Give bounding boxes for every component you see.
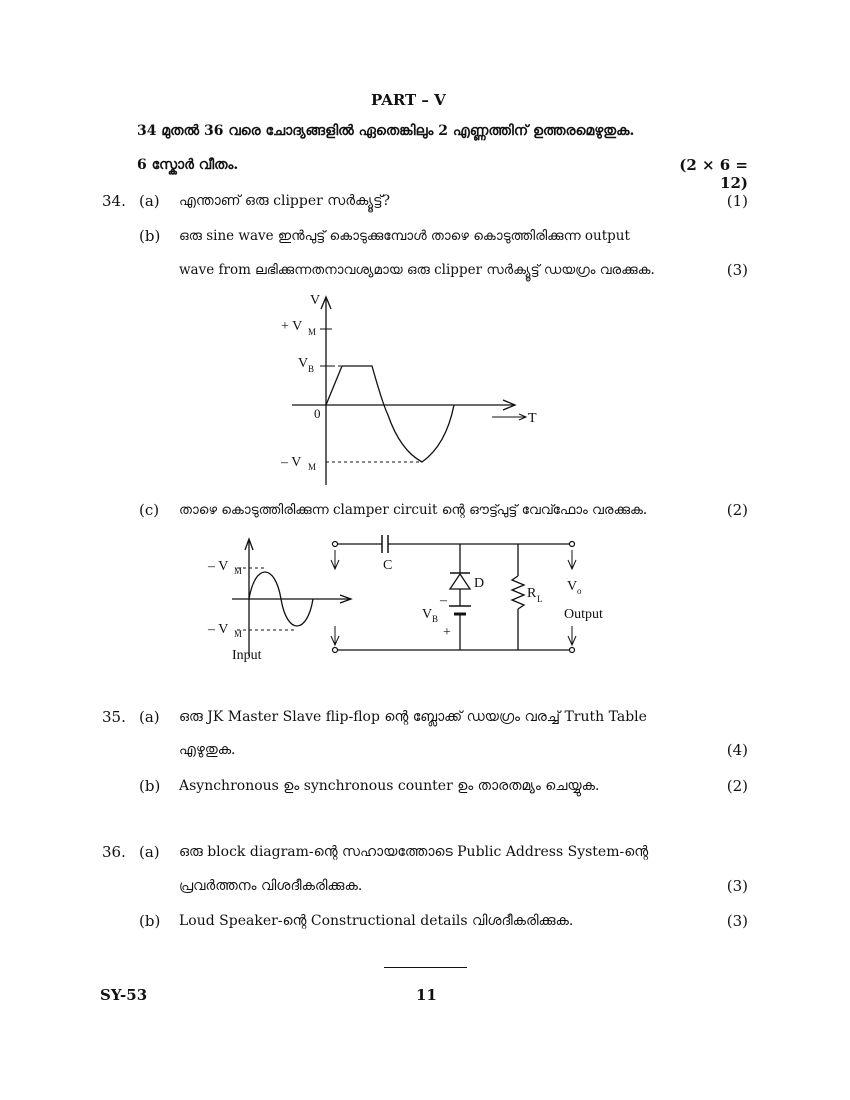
q35a-text-line-2: എഴുതുക. bbox=[179, 742, 236, 758]
question-number-35: 35. bbox=[102, 708, 126, 726]
input-label: Input bbox=[232, 648, 262, 663]
clipped-waveform bbox=[326, 366, 454, 462]
input-minus-sub: M bbox=[234, 629, 243, 639]
q34a-marks: (1) bbox=[726, 192, 748, 210]
diode-symbol bbox=[450, 574, 470, 589]
q35a-label: (a) bbox=[139, 708, 160, 726]
q34c-text: താഴെ കൊടുത്തിരിക്കുന്ന clamper circuit ന്റെ ഔട്ട്പുട്ട് വേവ്ഫോം വരക്കുക. bbox=[179, 502, 648, 518]
q34b-text-line-2: wave from ലഭിക്കുന്നതനാവശ്യമായ ഒരു clipper സർക്യൂട്ട് ഡയഗ്രം വരക്കുക. bbox=[179, 262, 655, 278]
question-number-36: 36. bbox=[102, 843, 126, 861]
vb-sub: B bbox=[308, 364, 315, 374]
part-title: PART – V bbox=[371, 91, 446, 109]
q34a-text: എന്താണ് ഒരു clipper സർക്യൂട്ട്? bbox=[179, 193, 391, 209]
battery-sub: B bbox=[432, 614, 439, 624]
q36a-text-line-2: പ്രവർത്തനം വിശദീകരിക്കുക. bbox=[179, 878, 363, 894]
q36a-marks: (3) bbox=[726, 877, 748, 895]
resistor-symbol bbox=[512, 576, 524, 609]
battery-minus: – bbox=[440, 593, 447, 608]
battery-plus: + bbox=[443, 625, 451, 640]
clipper-waveform-figure bbox=[270, 285, 550, 490]
origin-label: 0 bbox=[314, 406, 321, 421]
question-number-34: 34. bbox=[102, 192, 126, 210]
plus-vm-sub: M bbox=[308, 327, 317, 337]
clamper-circuit-figure bbox=[200, 528, 620, 673]
minus-vm-sub: M bbox=[308, 462, 317, 472]
x-axis-label: T bbox=[528, 411, 537, 426]
footer-code: SY-53 bbox=[100, 986, 148, 1004]
output-label: Output bbox=[564, 607, 603, 622]
q34b-marks: (3) bbox=[726, 261, 748, 279]
q35b-text: Asynchronous ഉം synchronous counter ഉം താരതമ്യം ചെയ്യുക. bbox=[179, 778, 600, 794]
plus-vm-label: + V bbox=[281, 319, 303, 334]
q34b-label: (b) bbox=[139, 227, 161, 245]
resistor-label: R bbox=[527, 586, 537, 601]
vb-label: V bbox=[298, 356, 309, 371]
input-minus-label: – V bbox=[208, 622, 229, 637]
input-plus-label: – V bbox=[208, 559, 229, 574]
q35b-marks: (2) bbox=[726, 777, 748, 795]
q34c-label: (c) bbox=[139, 501, 160, 519]
y-axis-label: V bbox=[310, 293, 321, 308]
q34b-text-line-1: ഒരു sine wave ഇൻപുട്ട് കൊടുക്കുമ്പോൾ താഴെ കൊടുത്തിരിക്കുന്ന output bbox=[179, 228, 630, 244]
instruction-line-1: 34 മുതൽ 36 വരെ ചോദ്യങ്ങളിൽ ഏതെങ്കിലും 2 എണ്ണത്തിന് ഉത്തരമെഴുതുക. bbox=[137, 123, 635, 139]
q36b-marks: (3) bbox=[726, 912, 748, 930]
q36b-label: (b) bbox=[139, 912, 161, 930]
q36a-label: (a) bbox=[139, 843, 160, 861]
q36b-text: Loud Speaker-ന്റെ Constructional details വിശദീകരിക്കുക. bbox=[179, 913, 574, 929]
q34c-marks: (2) bbox=[726, 501, 748, 519]
footer-divider bbox=[384, 967, 467, 968]
q35a-text-line-1: ഒരു JK Master Slave flip-flop ന്റെ ബ്ലോക്ക് ഡയഗ്രം വരച്ച് Truth Table bbox=[179, 709, 647, 725]
vo-label: V bbox=[567, 579, 578, 594]
capacitor-label: C bbox=[383, 558, 393, 573]
diode-label: D bbox=[474, 576, 485, 591]
battery-label: V bbox=[422, 607, 433, 622]
q35b-label: (b) bbox=[139, 777, 161, 795]
minus-vm-label: – V bbox=[281, 455, 302, 470]
instruction-line-2: 6 സ്കോർ വീതം. bbox=[137, 157, 239, 173]
page-number: 11 bbox=[416, 986, 437, 1004]
q36a-text-line-1: ഒരു block diagram-ന്റെ സഹായത്തോടെ Public Address System-ന്റെ bbox=[179, 844, 649, 860]
resistor-sub: L bbox=[537, 594, 543, 604]
instruction-marks: (2 × 6 = 12) bbox=[679, 156, 748, 192]
q35a-marks: (4) bbox=[726, 741, 748, 759]
vo-sub: o bbox=[577, 586, 582, 596]
q34a-label: (a) bbox=[139, 192, 160, 210]
input-plus-sub: M bbox=[234, 566, 243, 576]
